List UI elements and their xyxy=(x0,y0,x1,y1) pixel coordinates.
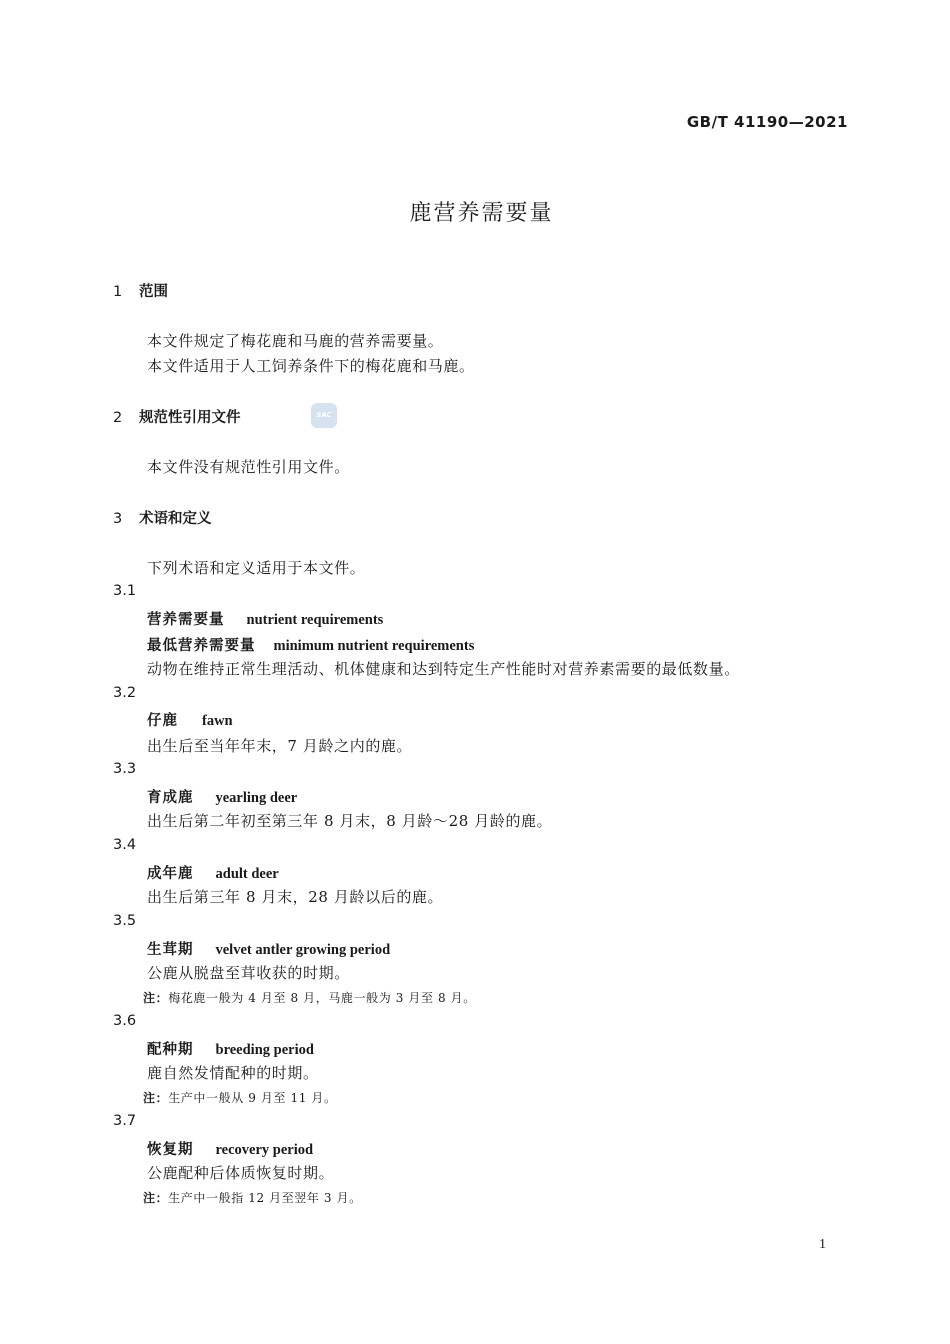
term-zh: 恢复期 xyxy=(147,1142,194,1158)
term-entry xyxy=(147,938,390,959)
clause-number: 3.5 xyxy=(113,913,137,929)
section-title: 范围 xyxy=(139,284,168,300)
term-entry xyxy=(147,1138,313,1159)
section-title: 术语和定义 xyxy=(139,511,212,527)
section-number: 1 xyxy=(113,284,123,300)
term-entry xyxy=(147,862,279,883)
standard-code: GB/T 41190—2021 xyxy=(686,113,848,131)
term-definition: 出生后第三年 8 月末，28 月龄以后的鹿。 xyxy=(147,888,444,906)
term-entry-alt xyxy=(147,634,474,655)
section-title: 规范性引用文件 xyxy=(139,410,241,426)
clause-number: 3.7 xyxy=(113,1113,137,1129)
term-entry xyxy=(147,608,383,629)
term-en: minimum nutrient requirements xyxy=(273,638,475,654)
clause-number: 3.3 xyxy=(113,761,137,777)
term-entry xyxy=(147,786,297,807)
paragraph: 本文件没有规范性引用文件。 xyxy=(147,458,350,476)
section-heading xyxy=(113,507,212,528)
term-en: breeding period xyxy=(215,1042,314,1058)
note-text: 梅花鹿一般为 4 月至 8 月，马鹿一般为 3 月至 8 月。 xyxy=(168,991,476,1005)
paragraph: 下列术语和定义适用于本文件。 xyxy=(147,559,366,577)
section-number: 2 xyxy=(113,410,123,426)
term-definition: 出生后至当年年末，7 月龄之内的鹿。 xyxy=(147,737,413,755)
term-en: adult deer xyxy=(215,866,279,882)
clause-number: 3.4 xyxy=(113,837,137,853)
term-definition: 动物在维持正常生理活动、机体健康和达到特定生产性能时对营养素需要的最低数量。 xyxy=(147,660,740,678)
term-en: nutrient requirements xyxy=(246,612,384,628)
term-entry xyxy=(147,1038,314,1059)
term-zh: 配种期 xyxy=(147,1042,194,1058)
term-zh: 最低营养需要量 xyxy=(147,638,256,654)
term-definition: 出生后第二年初至第三年 8 月末，8 月龄～28 月龄的鹿。 xyxy=(147,812,553,830)
clause-number: 3.2 xyxy=(113,685,137,701)
term-en: yearling deer xyxy=(215,790,298,806)
term-zh: 仔鹿 xyxy=(147,713,178,729)
paragraph: 本文件规定了梅花鹿和马鹿的营养需要量。 xyxy=(147,332,444,350)
term-definition: 公鹿从脱盘至茸收获的时期。 xyxy=(147,964,350,982)
term-note xyxy=(143,1189,362,1206)
note-label: 注： xyxy=(143,1191,169,1205)
note-label: 注： xyxy=(143,1091,169,1105)
term-zh: 育成鹿 xyxy=(147,790,194,806)
paragraph: 本文件适用于人工饲养条件下的梅花鹿和马鹿。 xyxy=(147,357,475,375)
page-number: 1 xyxy=(819,1237,826,1252)
clause-number: 3.6 xyxy=(113,1013,137,1029)
term-zh: 生茸期 xyxy=(147,942,194,958)
term-definition: 公鹿配种后体质恢复时期。 xyxy=(147,1164,335,1182)
sac-watermark-logo: SAC xyxy=(311,403,337,428)
term-en: recovery period xyxy=(215,1142,314,1158)
note-label: 注： xyxy=(143,991,169,1005)
note-text: 生产中一般指 12 月至翌年 3 月。 xyxy=(168,1191,362,1205)
note-text: 生产中一般从 9 月至 11 月。 xyxy=(168,1091,337,1105)
term-en: velvet antler growing period xyxy=(215,942,391,958)
term-zh: 成年鹿 xyxy=(147,866,194,882)
term-note xyxy=(143,989,476,1006)
term-definition: 鹿自然发情配种的时期。 xyxy=(147,1064,319,1082)
clause-number: 3.1 xyxy=(113,583,137,599)
section-number: 3 xyxy=(113,511,123,527)
section-heading xyxy=(113,406,241,427)
document-title: 鹿营养需要量 xyxy=(409,201,554,226)
term-zh: 营养需要量 xyxy=(147,612,225,628)
section-heading xyxy=(113,280,168,301)
term-note xyxy=(143,1089,337,1106)
term-entry xyxy=(147,709,233,730)
term-en: fawn xyxy=(202,713,233,729)
